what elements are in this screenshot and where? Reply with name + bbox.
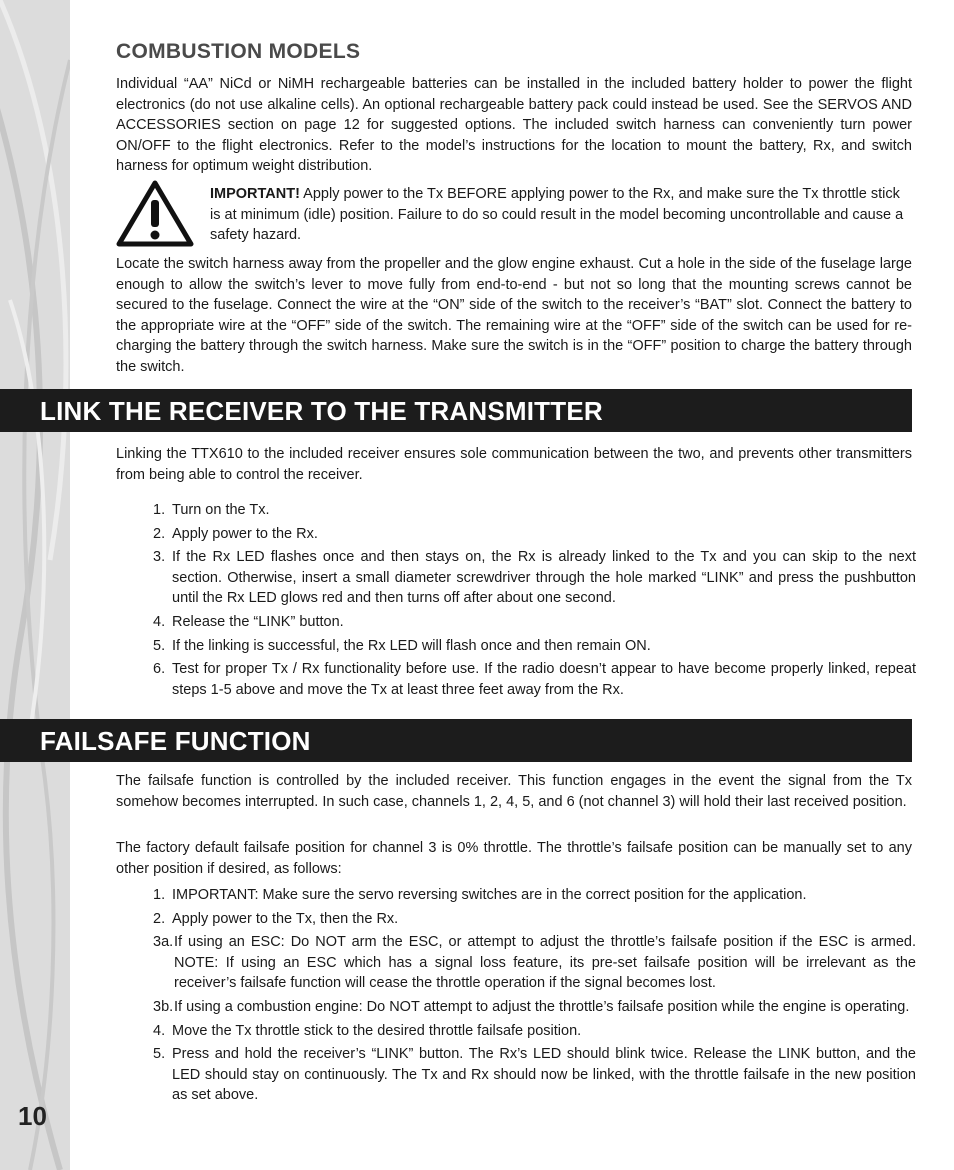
step-number: 1.: [153, 502, 166, 518]
step-text: If the Rx LED flashes once and then stays on, the Rx is already linked to the Tx and you can skip to the next section. Otherwise, insert a small diameter screwdriver through the hole marked “LINK” and press the pushbutton until the Rx LED glows red and then turns off after about one second.: [172, 549, 916, 607]
step-text: Turn on the Tx.: [172, 502, 270, 518]
combustion-body-block: [116, 254, 912, 378]
failsafe-paragraph-1: The failsafe function is controlled by the included receiver. This function engages in the event the signal from the Tx somehow becomes interrupted. In such case, channels 1, 2, 4, 5, and 6 (not channel 3) will hold their last received position.: [116, 773, 912, 810]
combustion-models-heading: COMBUSTION MODELS: [116, 40, 361, 63]
failsafe-step: [153, 1021, 916, 1042]
step-text: IMPORTANT: Make sure the servo reversing switches are in the correct position for the application.: [172, 887, 807, 903]
link-step: [153, 612, 916, 633]
failsafe-paragraph-2: The factory default failsafe position for channel 3 is 0% throttle. The throttle’s failsafe position can be manually set to any other position if desired, as follows:: [116, 840, 912, 877]
important-label: IMPORTANT!: [210, 186, 300, 202]
decorative-curves: [0, 0, 70, 1170]
link-intro-paragraph: Linking the TTX610 to the included receiver ensures sole communication between the two, and prevents other transmitters from being able to control the receiver.: [116, 446, 912, 483]
step-number: 1.: [153, 887, 166, 903]
step-text: Release the “LINK” button.: [172, 613, 344, 630]
important-note-text: Apply power to the Tx BEFORE applying power to the Rx, and make sure the Tx throttle stick is at minimum (idle) position. Failure to do so could result in the model becoming uncontrollable and cause a safety hazard.: [210, 186, 904, 244]
step-text: Apply power to the Rx.: [172, 525, 318, 542]
step-text: Move the Tx throttle stick to the desired throttle failsafe position.: [172, 1022, 582, 1039]
step-text: If using a combustion engine: Do NOT attempt to adjust the throttle’s failsafe position while the engine is operating.: [174, 998, 910, 1015]
link-steps-list: [153, 500, 916, 700]
link-intro-block: [116, 444, 912, 485]
step-text: Test for proper Tx / Rx functionality before use. If the radio doesn’t appear to have become properly linked, repeat steps 1-5 above and move the Tx at least three feet away from the Rx.: [172, 661, 916, 698]
combustion-intro-block: [116, 74, 912, 177]
link-step: [153, 636, 916, 657]
step-text: If using an ESC: Do NOT arm the ESC, or attempt to adjust the throttle’s failsafe position if the ESC is armed. NOTE: If using an ESC which has a signal loss feature, its pre-set failsafe position will be irrelevant as the receiver’s failsafe function will cease the throttle operation if the signal becomes lost.: [174, 934, 916, 992]
step-text: Press and hold the receiver’s “LINK” button. The Rx’s LED should blink twice. Release the LINK button, and the LED should stay on continuously. The Tx and Rx should now be linked, with the throttle failsafe in the new position as set above.: [172, 1046, 916, 1104]
step-number: 4.: [153, 1022, 166, 1039]
step-number: 4.: [153, 613, 166, 630]
step-number: 3.: [153, 549, 166, 566]
failsafe-default-block: [116, 838, 912, 879]
step-number: 2.: [153, 910, 166, 927]
step-number: 6.: [153, 661, 166, 678]
step-number: 5.: [153, 637, 166, 654]
step-number: 3b.: [153, 998, 174, 1015]
combustion-body-paragraph: Locate the switch harness away from the propeller and the glow engine exhaust. Cut a hole in the side of the fuselage large enough to allow the switch’s lever to move fully from end-to-end - but not so long that the mounting screws cannot be secured to the fuselage. Connect the wire at the “ON” side of the switch to the receiver’s “BAT” slot. Connect the battery to the appropriate wire at the “OFF” side of the switch. The remaining wire at the “OFF” side of the switch can be used for re-charging the battery through the switch harness. Make sure the switch is in the “OFF” position to charge the battery through the switch.: [116, 256, 912, 375]
failsafe-section-banner: [0, 719, 912, 762]
link-step: [153, 659, 916, 700]
page-number: 10: [18, 1101, 47, 1131]
failsafe-intro-block: [116, 771, 912, 812]
warning-triangle-icon: [116, 180, 194, 248]
step-number: 2.: [153, 525, 166, 542]
failsafe-section-heading: FAILSAFE FUNCTION: [40, 726, 311, 756]
side-decoration-strip: [0, 0, 70, 1170]
step-text: Apply power to the Tx, then the Rx.: [172, 910, 399, 927]
link-step: [153, 547, 916, 609]
step-number: 5.: [153, 1046, 166, 1063]
failsafe-steps-list: [153, 885, 916, 1106]
important-note: [210, 184, 912, 246]
failsafe-step: [153, 1044, 916, 1106]
failsafe-step: [153, 997, 916, 1018]
failsafe-step: [153, 909, 916, 930]
step-number: 3a.: [153, 934, 174, 951]
failsafe-step: [153, 932, 916, 994]
link-section-heading: LINK THE RECEIVER TO THE TRANSMITTER: [40, 396, 603, 426]
link-section-banner: [0, 389, 912, 432]
combustion-intro-paragraph: Individual “AA” NiCd or NiMH rechargeable batteries can be installed in the included battery holder to power the flight electronics (do not use alkaline cells). An optional rechargeable battery pack could instead be used. See the SERVOS AND ACCESSORIES section on page 12 for suggested options. The included switch harness can conveniently turn power ON/OFF to the flight electronics. Refer to the model’s instructions for the location to mount the battery, Rx, and switch harness for optimum weight distribution.: [116, 76, 912, 175]
step-text: If the linking is successful, the Rx LED will flash once and then remain ON.: [172, 637, 651, 654]
link-step: [153, 524, 916, 545]
failsafe-step: [153, 885, 916, 906]
link-step: [153, 500, 916, 521]
